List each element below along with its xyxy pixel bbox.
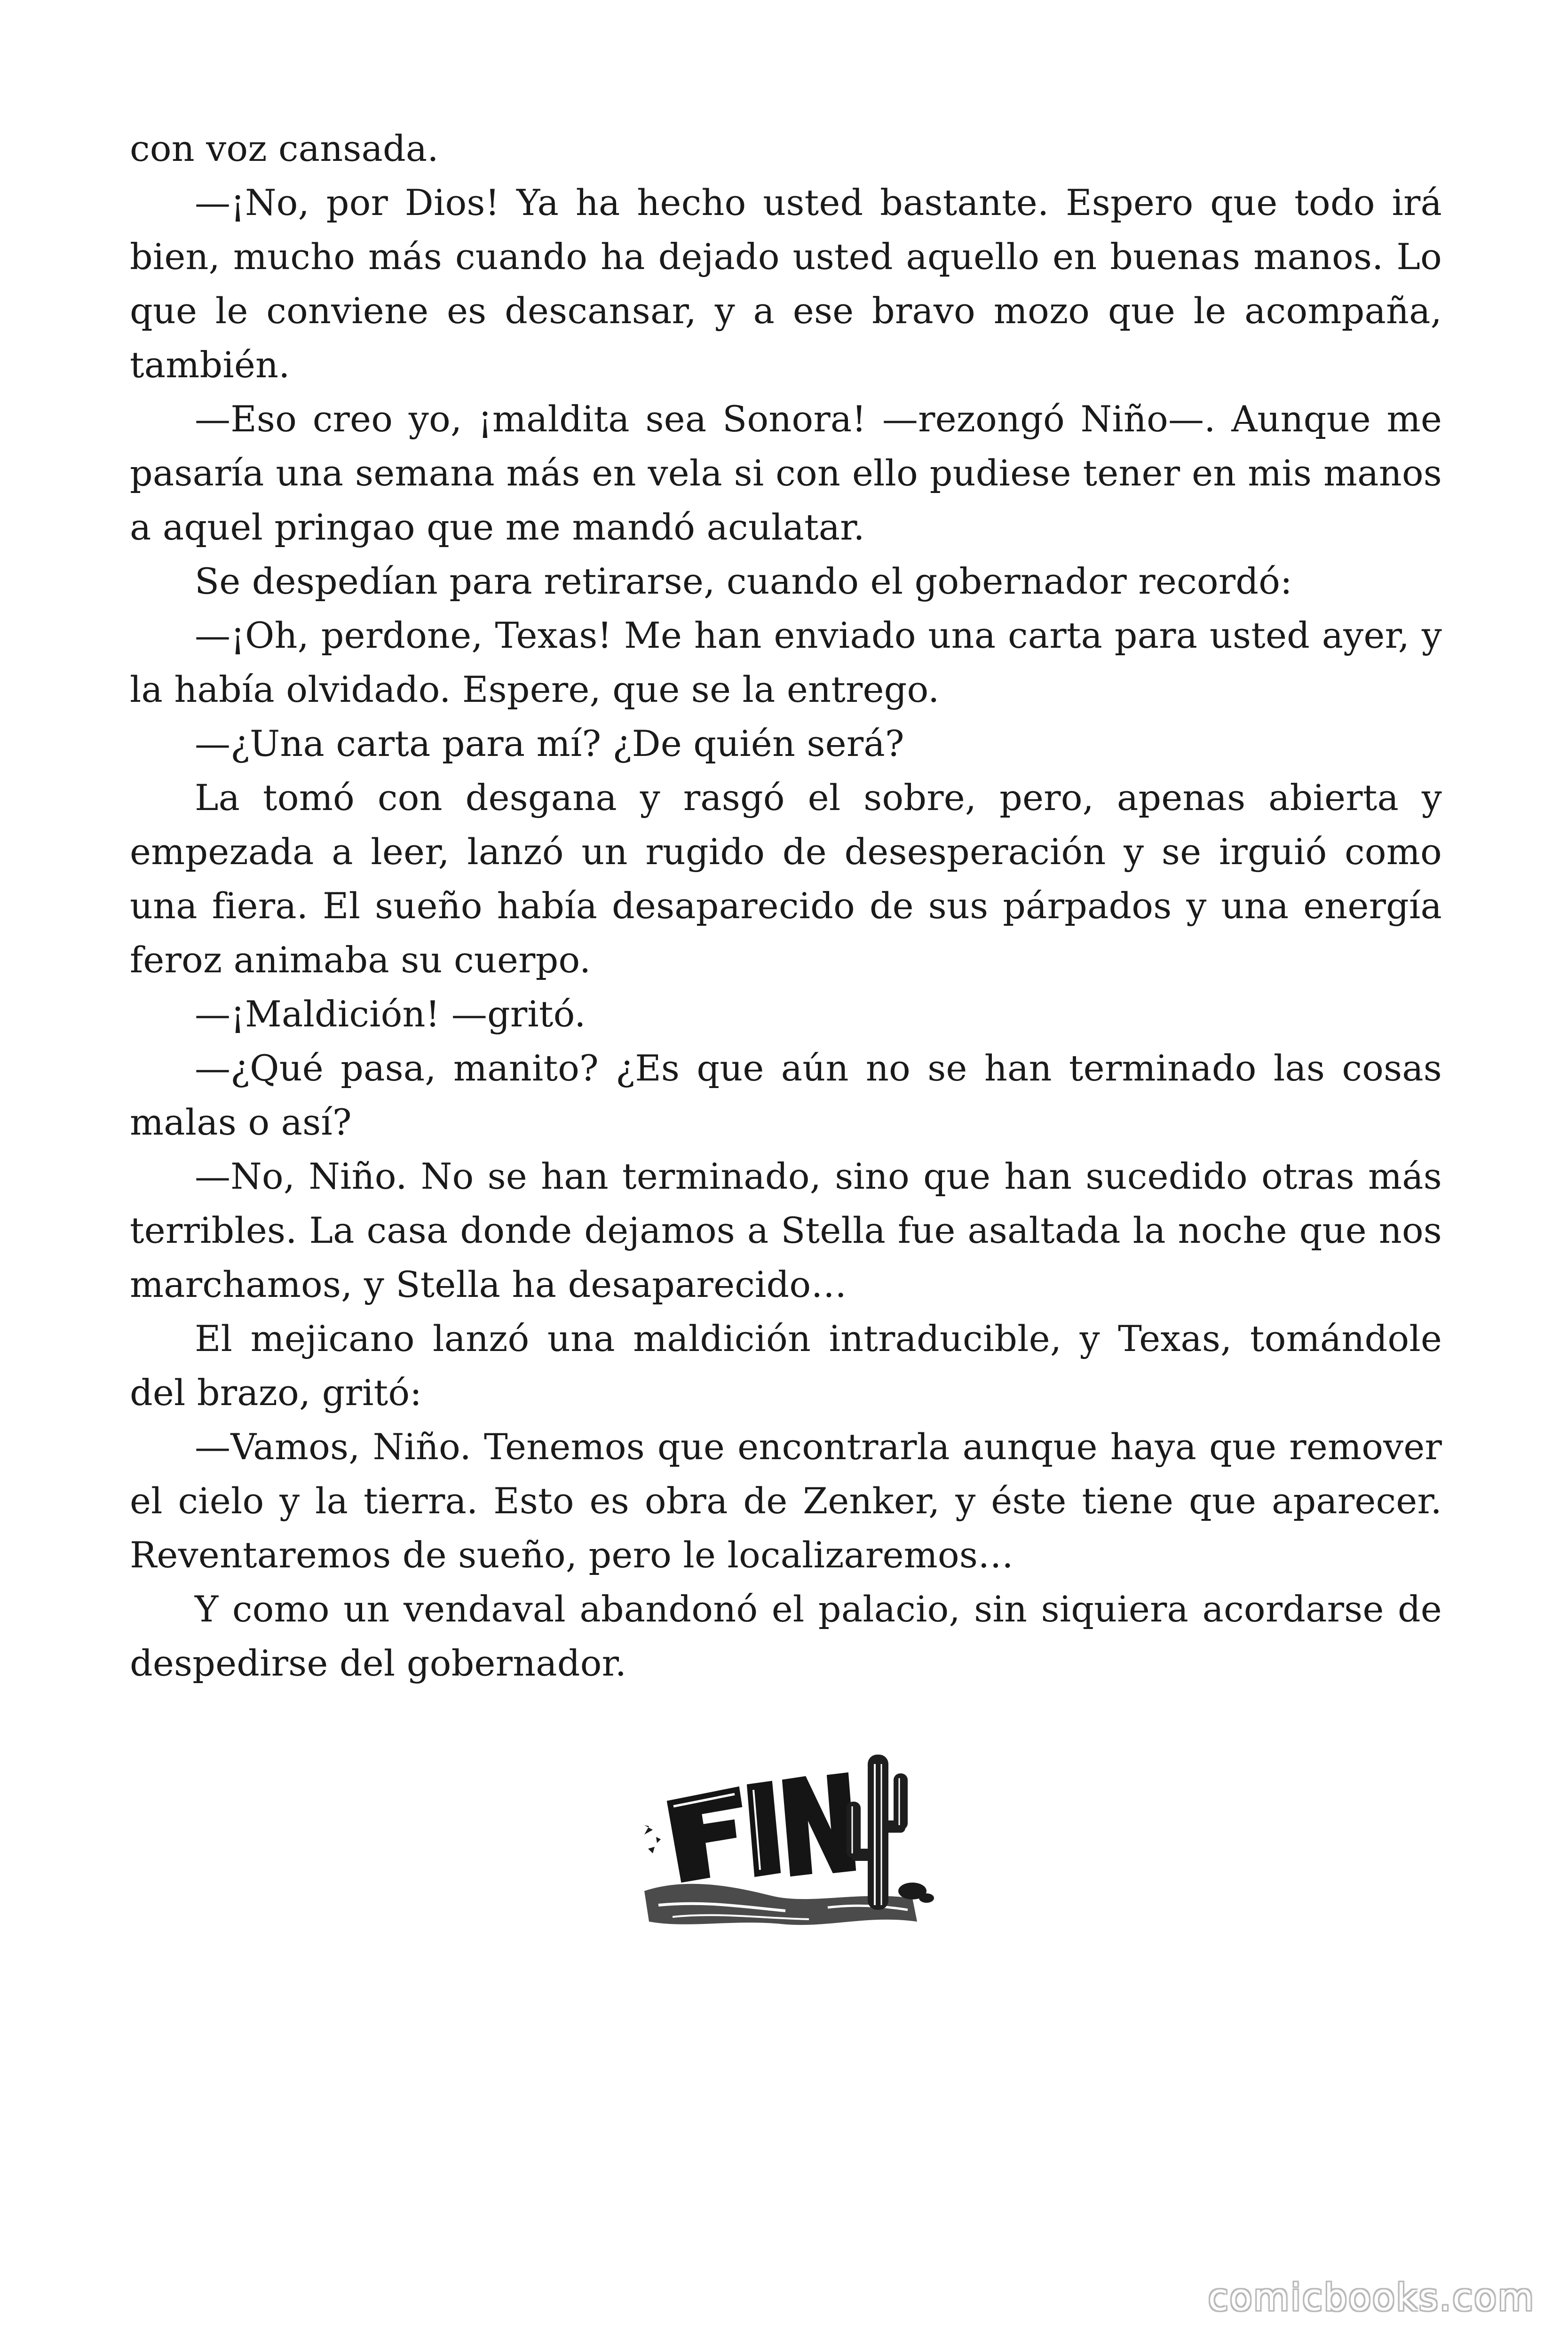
paragraph-13: Y como un vendaval abandonó el palacio, sin siquiera acordarse de despedirse del gobernador.	[130, 1588, 1442, 1684]
watermark: comicbooks.com	[1208, 2277, 1535, 2319]
paragraph-11: El mejicano lanzó una maldición intraducible, y Texas, tomándole del brazo, gritó:	[130, 1318, 1442, 1414]
paragraph-12: —Vamos, Niño. Tenemos que encontrarla aunque haya que remover el cielo y la tierra. Esto es obra de Zenker, y éste tiene que aparecer. Reventaremos de sueño, pero le localizaremos…	[130, 1426, 1442, 1576]
page-body	[130, 121, 1442, 1690]
paragraph-5: —¡Oh, perdone, Texas! Me han enviado una carta para usted ayer, y la había olvidado. Espere, que se la entrego.	[130, 614, 1442, 710]
paragraph-9: —¿Qué pasa, manito? ¿Es que aún no se han terminado las cosas malas o así?	[130, 1047, 1442, 1143]
paragraph-6: —¿Una carta para mí? ¿De quién será?	[195, 723, 904, 764]
fin-cactus-icon	[630, 1736, 941, 1962]
paragraph-4: Se despedían para retirarse, cuando el gobernador recordó:	[195, 560, 1292, 602]
paragraph-10: —No, Niño. No se han terminado, sino que han sucedido otras más terribles. La casa donde dejamos a Stella fue asaltada la noche que nos marchamos, y Stella ha desaparecido…	[130, 1155, 1442, 1305]
paragraph-3: —Eso creo yo, ¡maldita sea Sonora! —rezongó Niño—. Aunque me pasaría una semana más en vela si con ello pudiese tener en mis manos a aquel pringao que me mandó aculatar.	[130, 398, 1442, 548]
paragraph-1: con voz cansada.	[130, 127, 439, 169]
fin-illustration	[630, 1736, 941, 1962]
paragraph-2: —¡No, por Dios! Ya ha hecho usted bastante. Espero que todo irá bien, mucho más cuando ha dejado usted aquello en buenas manos. Lo que le conviene es descansar, y a ese bravo mozo que le acompaña, también.	[130, 182, 1442, 386]
paragraph-8: —¡Maldición! —gritó.	[195, 993, 586, 1035]
paragraph-7: La tomó con desgana y rasgó el sobre, pero, apenas abierta y empezada a leer, lanzó un rugido de desesperación y se irguió como una fiera. El sueño había desaparecido de sus párpados y una energía feroz animaba su cuerpo.	[130, 777, 1442, 981]
